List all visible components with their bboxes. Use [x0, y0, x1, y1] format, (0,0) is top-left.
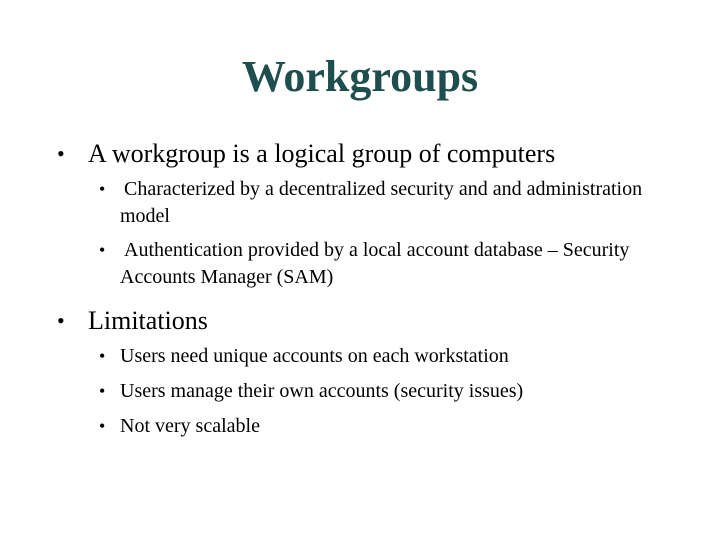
bullet-icon: • — [57, 141, 65, 166]
bullet-text: Limitations — [88, 306, 208, 335]
sub-bullet-text: Users need unique accounts on each workstation — [120, 345, 509, 367]
sub-bullet-text: Not very scalable — [120, 415, 260, 437]
sub-bullet-text: Users manage their own accounts (security issues) — [120, 380, 524, 402]
sub-bullet-icon: • — [99, 240, 106, 260]
sub-bullet-text: Authentication provided by a local account database – Security Accounts Manager (SAM) — [120, 239, 630, 288]
sub-bullet-icon: • — [99, 416, 106, 436]
bullet-text: A workgroup is a logical group of computers — [88, 139, 556, 168]
bullet-icon: • — [57, 308, 65, 333]
sub-bullet-icon: • — [99, 179, 106, 199]
sub-bullet-icon: • — [99, 381, 106, 401]
slide-title: Workgroups — [241, 52, 479, 101]
sub-bullet-icon: • — [99, 346, 106, 366]
sub-bullet-text: Characterized by a decentralized security and and administration model — [120, 178, 643, 227]
